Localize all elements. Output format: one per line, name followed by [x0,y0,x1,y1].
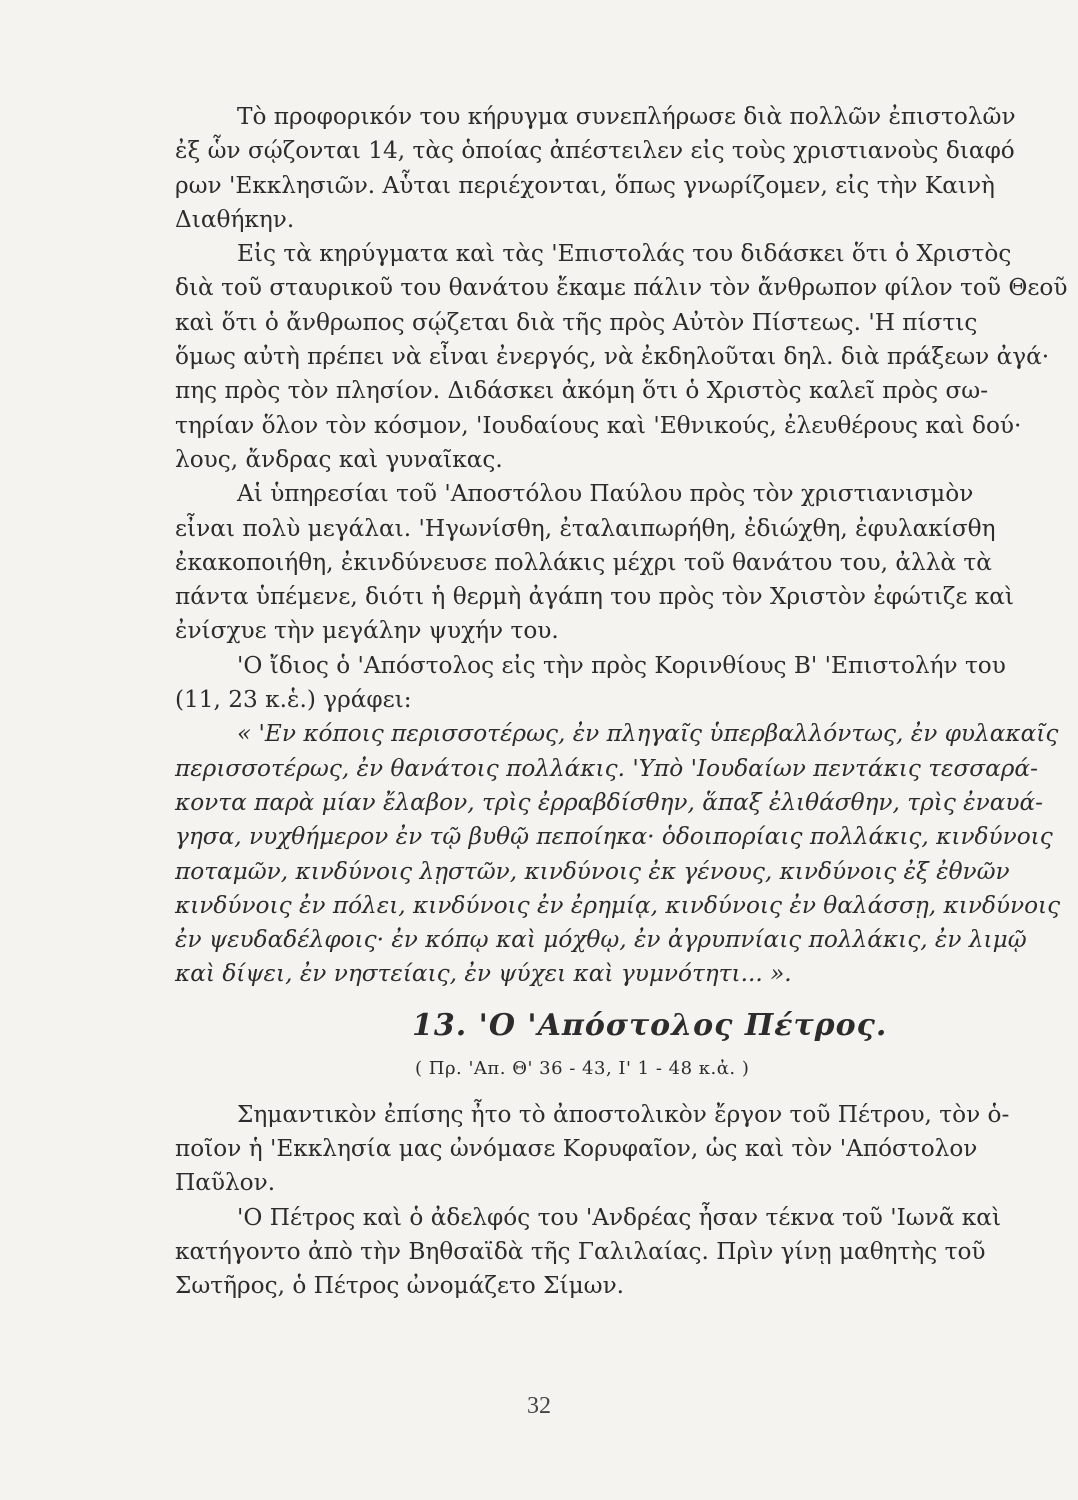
text-line: πης πρὸς τὸν πλησίον. Διδάσκει ἀκόμη ὅτι ὁ Χριστὸς καλεῖ πρὸς σω- [175,377,989,405]
quote-line: ποταμῶν, κινδύνοις λῃστῶν, κινδύνοις ἐκ γένους, κινδύνοις ἐξ ἐθνῶν [175,857,1010,885]
section-heading: 13. 'Ο 'Απόστολος Πέτρος. [412,1007,888,1043]
text-line: διὰ τοῦ σταυρικοῦ του θανάτου ἔκαμε πάλιν τὸν ἄνθρωπον φίλον τοῦ Θεοῦ [175,274,1068,302]
quote-line: γησα, νυχθήμερον ἐν τῷ βυθῷ πεποίηκα· ὁδοιπορίαις πολλάκις, κινδύνοις [175,823,1053,851]
quote-line: περισσοτέρως, ἐν θανάτοις πολλάκις. 'Υπὸ 'Ιουδαίων πεντάκις τεσσαρά- [175,754,1038,782]
text-line: Εἰς τὰ κηρύγματα καὶ τὰς 'Επιστολάς του διδάσκει ὅτι ὁ Χριστὸς [237,240,1012,268]
text-line: Παῦλον. [175,1169,276,1197]
section-reference: ( Πρ. 'Απ. Θ' 36 - 43, Ι' 1 - 48 κ.ἀ. ) [415,1057,750,1079]
text-line: λους, ἄνδρας καὶ γυναῖκας. [175,445,503,473]
quote-line: κοντα παρὰ μίαν ἔλαβον, τρὶς ἐρραβδίσθην, ἅπαξ ἐλιθάσθην, τρὶς ἐναυά- [175,788,1043,816]
text-line: ρων 'Εκκλησιῶν. Αὗται περιέχονται, ὅπως γνωρίζομεν, εἰς τὴν Καινὴ [175,171,995,199]
quote-line: ἐν ψευδαδέλφοις· ἐν κόπῳ καὶ μόχθῳ, ἐν ἀγρυπνίαις πολλάκις, ἐν λιμῷ [175,926,1027,954]
text-line: εἶναι πολὺ μεγάλαι. 'Ηγωνίσθη, ἐταλαιπωρήθη, ἐδιώχθη, ἐφυλακίσθη [175,514,996,542]
paragraph-3 [175,477,1035,648]
text-line: ἐνίσχυε τὴν μεγάλην ψυχήν του. [175,617,559,645]
paragraph-2 [175,237,1068,477]
text-line: ἐξ ὧν σῴζονται 14, τὰς ὁποίας ἀπέστειλεν εἰς τοὺς χριστιανοὺς διαφό [175,137,1015,165]
text-line: καὶ ὅτι ὁ ἄνθρωπος σῴζεται διὰ τῆς πρὸς Αὐτὸν Πίστεως. 'Η πίστις [175,308,978,336]
text-line: Τὸ προφορικόν του κήρυγμα συνεπλήρωσε διὰ πολλῶν ἐπιστολῶν [237,103,1016,130]
text-line: Διαθήκην. [175,205,295,233]
text-line: Σημαντικὸν ἐπίσης ἦτο τὸ ἀποστολικὸν ἔργον τοῦ Πέτρου, τὸν ὁ- [237,1100,1010,1128]
text-line: 'Ο Πέτρος καὶ ὁ ἀδελφός του 'Ανδρέας ἦσαν τέκνα τοῦ 'Ιωνᾶ καὶ [237,1203,1002,1231]
page-body [175,100,1068,1304]
quote-line: κινδύνοις ἐν πόλει, κινδύνοις ἐν ἐρημίᾳ, κινδύνοις ἐν θαλάσσῃ, κινδύνοις [175,891,1061,919]
text-line: 'Ο ἴδιος ὁ 'Απόστολος εἰς τὴν πρὸς Κορινθίους Β' 'Επιστολήν του [237,651,1006,679]
text-line: ποῖον ἡ 'Εκκλησία μας ὠνόμασε Κορυφαῖον, ὡς καὶ τὸν 'Απόστολον [175,1135,978,1163]
quote-line: « 'Εν κόποις περισσοτέρως, ἐν πληγαῖς ὑπερβαλλόντως, ἐν φυλακαῖς [237,720,1059,748]
page-number: 32 [527,1393,551,1419]
text-line: Σωτῆρος, ὁ Πέτρος ὠνομάζετο Σίμων. [175,1272,625,1300]
text-line: (11, 23 κ.ἑ.) γράφει: [175,686,412,714]
paragraph-1 [175,100,1035,237]
text-line: ἐκακοποιήθη, ἐκινδύνευσε πολλάκις μέχρι τοῦ θανάτου του, ἀλλὰ τὰ [175,548,992,576]
quote-line: καὶ δίψει, ἐν νηστείαις, ἐν ψύχει καὶ γυμνότητι... ». [175,960,792,988]
paragraph-6 [175,1201,1035,1304]
paragraph-4 [175,649,1035,718]
text-line: Αἱ ὑπηρεσίαι τοῦ 'Αποστόλου Παύλου πρὸς τὸν χριστιανισμὸν [237,480,974,508]
text-line: πάντα ὑπέμενε, διότι ἡ θερμὴ ἀγάπη του πρὸς τὸν Χριστὸν ἐφώτιζε καὶ [175,583,1015,611]
text-line: τηρίαν ὅλον τὸν κόσμον, 'Ιουδαίους καὶ 'Εθνικούς, ἐλευθέρους καὶ δού· [175,411,1022,439]
paragraph-5 [175,1098,1035,1201]
text-line: κατήγοντο ἀπὸ τὴν Βηθσαϊδὰ τῆς Γαλιλαίας. Πρὶν γίνῃ μαθητὴς τοῦ [175,1237,986,1265]
scripture-quote [175,717,1061,991]
text-line: ὅμως αὐτὴ πρέπει νὰ εἶναι ἐνεργός, νὰ ἐκδηλοῦται δηλ. διὰ πράξεων ἀγά· [175,343,1050,371]
